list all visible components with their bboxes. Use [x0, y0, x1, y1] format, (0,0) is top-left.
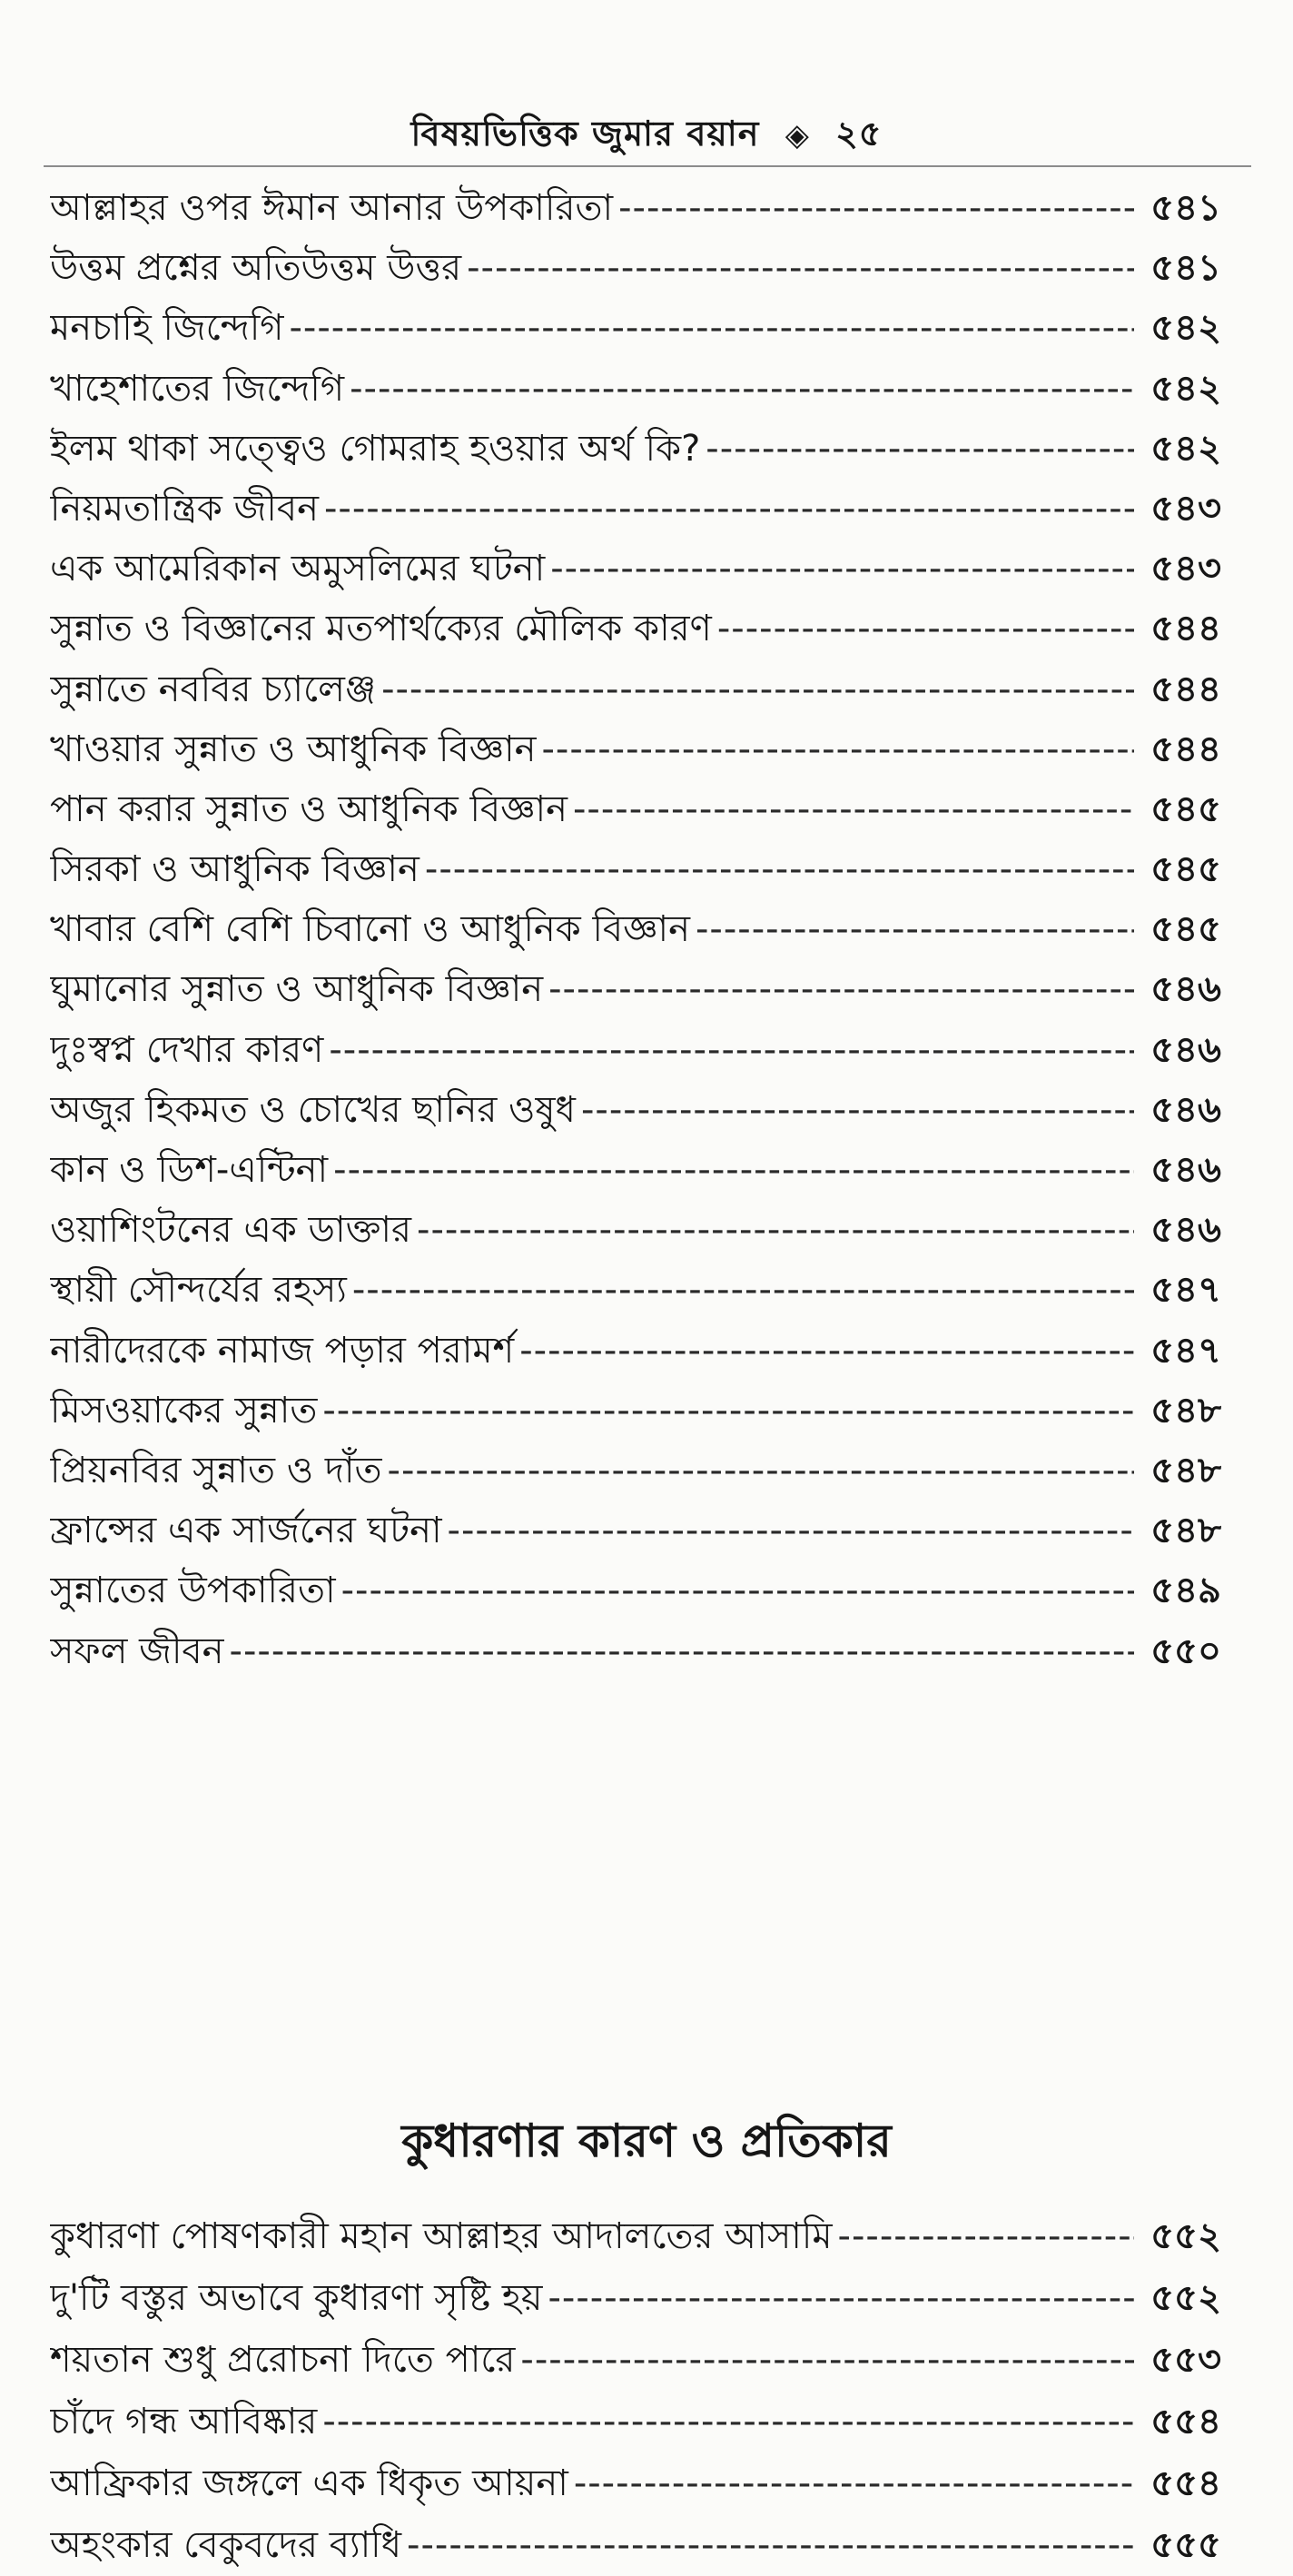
toc-entry-title: সুন্নাতের উপকারিতা: [50, 1570, 336, 1612]
toc-entry-title: কুধারণা পোষণকারী মহান আল্লাহর আদালতের আসামি: [50, 2215, 833, 2257]
toc-entry-page: ৫৪৭: [1150, 1329, 1221, 1372]
dot-leader: [542, 719, 1135, 779]
toc-entry-page: ৫৫২: [1150, 2277, 1221, 2319]
toc-entry-title: সিরকা ও আধুনিক বিজ্ঞান: [50, 848, 419, 891]
toc-entry-page: ৫৪৫: [1150, 908, 1221, 951]
toc-entry[interactable]: [50, 238, 1221, 298]
dot-leader: [381, 659, 1134, 719]
toc-entry-page: ৫৪৬: [1150, 968, 1221, 1011]
toc-entry-page: ৫৫৩: [1150, 2339, 1221, 2381]
toc-entry-title: ইলম থাকা সত্ত্বেও গোমরাহ হওয়ার অর্থ কি?: [50, 427, 701, 470]
dot-leader: [352, 1260, 1134, 1320]
dot-leader: [550, 539, 1134, 599]
toc-entry-page: ৫৪৭: [1150, 1269, 1221, 1312]
toc-entry-page: ৫৪৮: [1150, 1449, 1221, 1491]
toc-entry-page: ৫৫২: [1150, 2215, 1221, 2257]
toc-entry-title: সুন্নাত ও বিজ্ঞানের মতপার্থক্যের মৌলিক কারণ: [50, 608, 712, 650]
dot-leader: [329, 1020, 1134, 1080]
toc-entry-title: দুঃস্বপ্ন দেখার কারণ: [50, 1028, 324, 1071]
dot-leader: [520, 2329, 1134, 2391]
toc-list: [50, 178, 1221, 1681]
toc-entry[interactable]: [50, 419, 1221, 479]
dot-leader: [548, 2267, 1134, 2329]
toc-entry-page: ৫৫৫: [1150, 2524, 1221, 2566]
toc-entry-page: ৫৪৬: [1150, 1209, 1221, 1252]
dot-leader: [838, 2205, 1134, 2267]
toc-entry[interactable]: [50, 1560, 1221, 1620]
toc-entry[interactable]: [50, 1321, 1221, 1381]
dot-leader: [417, 1200, 1134, 1260]
page-number: ২৫: [835, 113, 883, 154]
dot-leader: [548, 959, 1134, 1019]
toc-entry-title: সুন্নাতে নববির চ্যালেঞ্জ: [50, 668, 377, 710]
toc-entry-page: ৫৫৪: [1150, 2401, 1221, 2442]
dot-leader: [350, 359, 1134, 419]
toc-entry[interactable]: [50, 1200, 1221, 1260]
toc-entry-title: আল্লাহর ওপর ঈমান আনার উপকারিতা: [50, 187, 614, 229]
dot-leader: [467, 238, 1134, 298]
toc-entry-page: ৫৪৯: [1150, 1570, 1221, 1612]
toc-entry-page: ৫৪৬: [1150, 1028, 1221, 1071]
dot-leader: [388, 1441, 1134, 1501]
toc-entry-page: ৫৪৪: [1150, 728, 1221, 770]
dot-leader: [706, 419, 1134, 479]
toc-entry[interactable]: [50, 178, 1221, 238]
toc-entry-page: ৫৪৫: [1150, 788, 1221, 830]
toc-entry-title: শয়তান শুধু প্ররোচনা দিতে পারে: [50, 2339, 516, 2381]
toc-entry[interactable]: [50, 659, 1221, 719]
toc-entry-page: ৫৪৪: [1150, 668, 1221, 710]
toc-entry-page: ৫৪৩: [1150, 487, 1221, 530]
toc-entry[interactable]: [50, 2205, 1221, 2267]
toc-entry-title: নারীদেরকে নামাজ পড়ার পরামর্শ: [50, 1329, 515, 1372]
book-title: বিষয়ভিত্তিক জুমার বয়ান: [410, 113, 760, 154]
toc-entry-page: ৫৪৮: [1150, 1510, 1221, 1552]
toc-entry[interactable]: [50, 1080, 1221, 1140]
toc-entry-page: ৫৪১: [1150, 247, 1221, 290]
toc-entry[interactable]: [50, 2329, 1221, 2391]
dot-leader: [230, 1621, 1134, 1681]
toc-entry[interactable]: [50, 2391, 1221, 2452]
section-toc-list: [50, 2205, 1221, 2576]
dot-leader: [324, 479, 1134, 539]
toc-entry[interactable]: [50, 839, 1221, 899]
dot-leader: [322, 2391, 1134, 2452]
toc-entry-title: স্থায়ী সৌন্দর্যের রহস্য: [50, 1269, 347, 1312]
toc-entry-title: উত্তম প্রশ্নের অতিউত্তম উত্তর: [50, 247, 462, 290]
toc-entry[interactable]: [50, 1621, 1221, 1681]
toc-entry-title: ওয়াশিংটনের এক ডাক্তার: [50, 1209, 412, 1252]
running-header: [0, 107, 1293, 165]
toc-entry[interactable]: [50, 298, 1221, 358]
toc-entry-page: ৫৪৪: [1150, 608, 1221, 650]
toc-entry-title: কান ও ডিশ-এন্টিনা: [50, 1149, 329, 1191]
toc-entry-title: মনচাহি জিন্দেগি: [50, 307, 284, 350]
toc-entry-title: খাবার বেশি বেশি চিবানো ও আধুনিক বিজ্ঞান: [50, 908, 690, 951]
toc-entry[interactable]: [50, 1501, 1221, 1560]
toc-entry[interactable]: [50, 359, 1221, 419]
toc-entry-page: ৫৪৩: [1150, 548, 1221, 590]
toc-entry-title: সফল জীবন: [50, 1630, 224, 1672]
dot-leader: [519, 1321, 1134, 1381]
toc-entry-title: অহংকার বেকুবদের ব্যাধি: [50, 2524, 402, 2566]
dot-leader: [717, 599, 1134, 659]
toc-entry-title: ফ্রান্সের এক সার্জনের ঘটনা: [50, 1510, 442, 1552]
toc-entry-title: প্রিয়নবির সুন্নাত ও দাঁত: [50, 1449, 382, 1491]
toc-entry-title: নিয়মতান্ত্রিক জীবন: [50, 487, 319, 530]
dot-leader: [322, 1381, 1134, 1441]
toc-entry-title: খাওয়ার সুন্নাত ও আধুনিক বিজ্ঞান: [50, 728, 537, 770]
toc-entry-page: ৫৪৮: [1150, 1389, 1221, 1432]
toc-entry-page: ৫৪৫: [1150, 848, 1221, 891]
dot-leader: [573, 779, 1134, 839]
toc-entry-title: দু'টি বস্তুর অভাবে কুধারণা সৃষ্টি হয়: [50, 2277, 543, 2319]
toc-entry-page: ৫৪২: [1150, 367, 1221, 410]
toc-entry-page: ৫৪৬: [1150, 1149, 1221, 1191]
toc-entry-page: ৫৪২: [1150, 427, 1221, 470]
toc-entry-title: ঘুমানোর সুন্নাত ও আধুনিক বিজ্ঞান: [50, 968, 544, 1011]
section-heading: কুধারণার কারণ ও প্রতিকার: [401, 2114, 892, 2167]
toc-entry[interactable]: [50, 959, 1221, 1019]
toc-entry[interactable]: [50, 2452, 1221, 2514]
toc-entry[interactable]: [50, 779, 1221, 839]
dot-leader: [574, 2452, 1134, 2514]
toc-entry-page: ৫৪৬: [1150, 1088, 1221, 1131]
toc-entry-page: ৫৪১: [1150, 187, 1221, 229]
toc-entry[interactable]: [50, 1140, 1221, 1200]
toc-entry-title: খাহেশাতের জিন্দেগি: [50, 367, 345, 410]
toc-entry[interactable]: [50, 2267, 1221, 2329]
toc-entry[interactable]: [50, 1020, 1221, 1080]
toc-entry-page: ৫৫৪: [1150, 2462, 1221, 2504]
dot-leader: [618, 178, 1134, 238]
toc-entry[interactable]: [50, 1260, 1221, 1320]
dot-leader: [448, 1501, 1134, 1560]
toc-entry-title: অজুর হিকমত ও চোখের ছানির ওষুধ: [50, 1088, 576, 1131]
dot-leader: [341, 1560, 1134, 1620]
header-rule: [44, 165, 1251, 167]
toc-entry[interactable]: [50, 899, 1221, 959]
dot-leader: [696, 899, 1134, 959]
toc-entry-title: মিসওয়াকের সুন্নাত: [50, 1389, 318, 1432]
toc-entry-page: ৫৫০: [1150, 1630, 1221, 1672]
toc-entry[interactable]: [50, 1441, 1221, 1501]
toc-entry-title: চাঁদে গন্ধ আবিষ্কার: [50, 2401, 318, 2442]
toc-entry-title: পান করার সুন্নাত ও আধুনিক বিজ্ঞান: [50, 788, 568, 830]
toc-entry[interactable]: [50, 479, 1221, 539]
toc-entry-page: ৫৪২: [1150, 307, 1221, 350]
toc-entry-title: আফ্রিকার জঙ্গলে এক ধিকৃত আয়না: [50, 2462, 568, 2504]
dot-leader: [425, 839, 1134, 899]
dot-leader: [333, 1140, 1134, 1200]
toc-entry-title: এক আমেরিকান অমুসলিমের ঘটনা: [50, 548, 546, 590]
ornament-icon: ◈: [785, 117, 810, 154]
dot-leader: [407, 2514, 1134, 2576]
toc-entry[interactable]: [50, 1381, 1221, 1441]
dot-leader: [290, 298, 1135, 358]
toc-entry[interactable]: [50, 2514, 1221, 2576]
toc-entry[interactable]: [50, 719, 1221, 779]
toc-entry[interactable]: [50, 599, 1221, 659]
dot-leader: [581, 1080, 1134, 1140]
toc-entry[interactable]: [50, 539, 1221, 599]
